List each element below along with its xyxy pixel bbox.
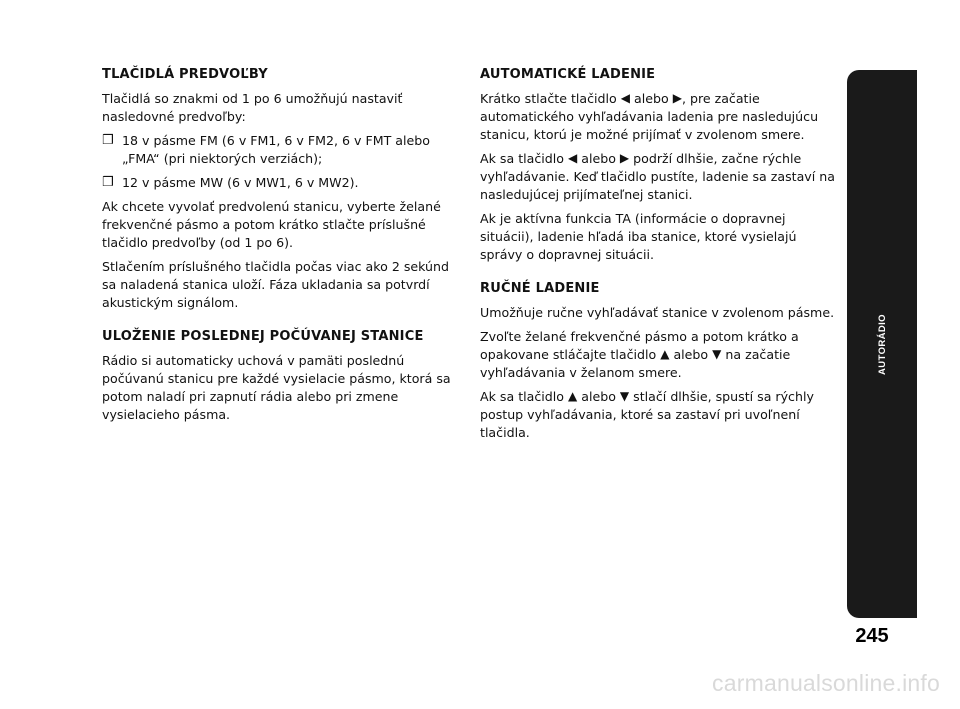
arrow-left-icon: ◀ (620, 91, 630, 105)
auto-tuning-paragraph-1: Krátko stlačte tlačidlo ◀ alebo ▶, pre začatie automatického vyhľadávania ladenia pre nasledujúcu stanicu, ktorú je možné prijímať v zvolenom smere. (480, 91, 819, 142)
right-column (480, 66, 842, 448)
last-station-paragraph: Rádio si automaticky uchová v pamäti poslednú počúvanú stanicu pre každé vysielacie pásmo, ktorá sa potom naladí pri zapnutí rádia alebo pri zmene vysielacieho pásma. (102, 353, 451, 422)
arrow-down-icon: ▼ (712, 347, 722, 361)
list-item-text: 18 v pásme FM (6 v FM1, 6 v FM2, 6 v FMT alebo „FMA“ (pri niektorých verziách); (122, 133, 430, 166)
arrow-left-icon: ◀ (567, 151, 578, 165)
arrow-right-icon: ▶ (672, 91, 682, 105)
list-item-text: 12 v pásme MW (6 v MW1, 6 v MW2). (122, 175, 359, 190)
chapter-sidebar-tab (847, 70, 917, 618)
section-title-manual-tuning: RUČNÉ LADENIE (480, 281, 600, 296)
section-title-preset-buttons: TLAČIDLÁ PREDVOĽBY (102, 67, 268, 82)
checkbox-bullet-icon: ❒ (102, 133, 114, 148)
manual-tuning-paragraph-1: Umožňuje ručne vyhľadávať stanice v zvolenom pásme. (480, 305, 835, 320)
arrow-up-icon: ▲ (660, 347, 670, 361)
page-number: 245 (855, 625, 889, 647)
auto-tuning-paragraph-3: Ak je aktívna funkcia TA (informácie o dopravnej situácii), ladenie hľadá iba stanice, ktoré vysielajú správy o dopravnej situácii. (480, 211, 797, 262)
preset-recall-paragraph: Ak chcete vyvolať predvolenú stanicu, vyberte želané frekvenčné pásmo a potom krátko stlačte príslušné tlačidlo predvoľby (od 1 po 6). (102, 199, 441, 250)
preset-intro: Tlačidlá so znakmi od 1 po 6 umožňujú nastaviť nasledovné predvoľby: (102, 91, 403, 124)
arrow-down-icon: ▼ (619, 389, 630, 403)
section-title-auto-tuning: AUTOMATICKÉ LADENIE (480, 67, 656, 82)
preset-store-paragraph: Stlačením príslušného tlačidla počas viac ako 2 sekúnd sa naladená stanica uloží. Fáza ukladania sa potvrdí akustickým signálom. (102, 259, 450, 310)
section-title-last-station: ULOŽENIE POSLEDNEJ POČÚVANEJ STANICE (102, 329, 424, 344)
chapter-label: AUTORÁDIO (876, 313, 888, 375)
auto-tuning-paragraph-2: Ak sa tlačidlo ◀ alebo ▶ podrží dlhšie, začne rýchle vyhľadávanie. Keď tlačidlo pustíte, ladenie sa zastaví na nasledujúcej prijímateľnej stanici. (480, 151, 835, 202)
arrow-up-icon: ▲ (567, 389, 578, 403)
checkbox-bullet-icon: ❒ (102, 175, 114, 190)
preset-list (102, 132, 464, 192)
list-item (102, 132, 464, 168)
watermark: carmanualsonline.info (712, 670, 940, 696)
list-item (102, 174, 464, 192)
left-column (102, 66, 464, 430)
manual-tuning-paragraph-3: Ak sa tlačidlo ▲ alebo ▼ stlačí dlhšie, spustí sa rýchly postup vyhľadávania, ktoré sa zastaví pri uvoľnení tlačidla. (480, 389, 814, 440)
arrow-right-icon: ▶ (619, 151, 630, 165)
manual-tuning-paragraph-2: Zvoľte želané frekvenčné pásmo a potom krátko a opakovane stláčajte tlačidlo ▲ alebo ▼ na začatie vyhľadávania v želanom smere. (480, 329, 799, 380)
